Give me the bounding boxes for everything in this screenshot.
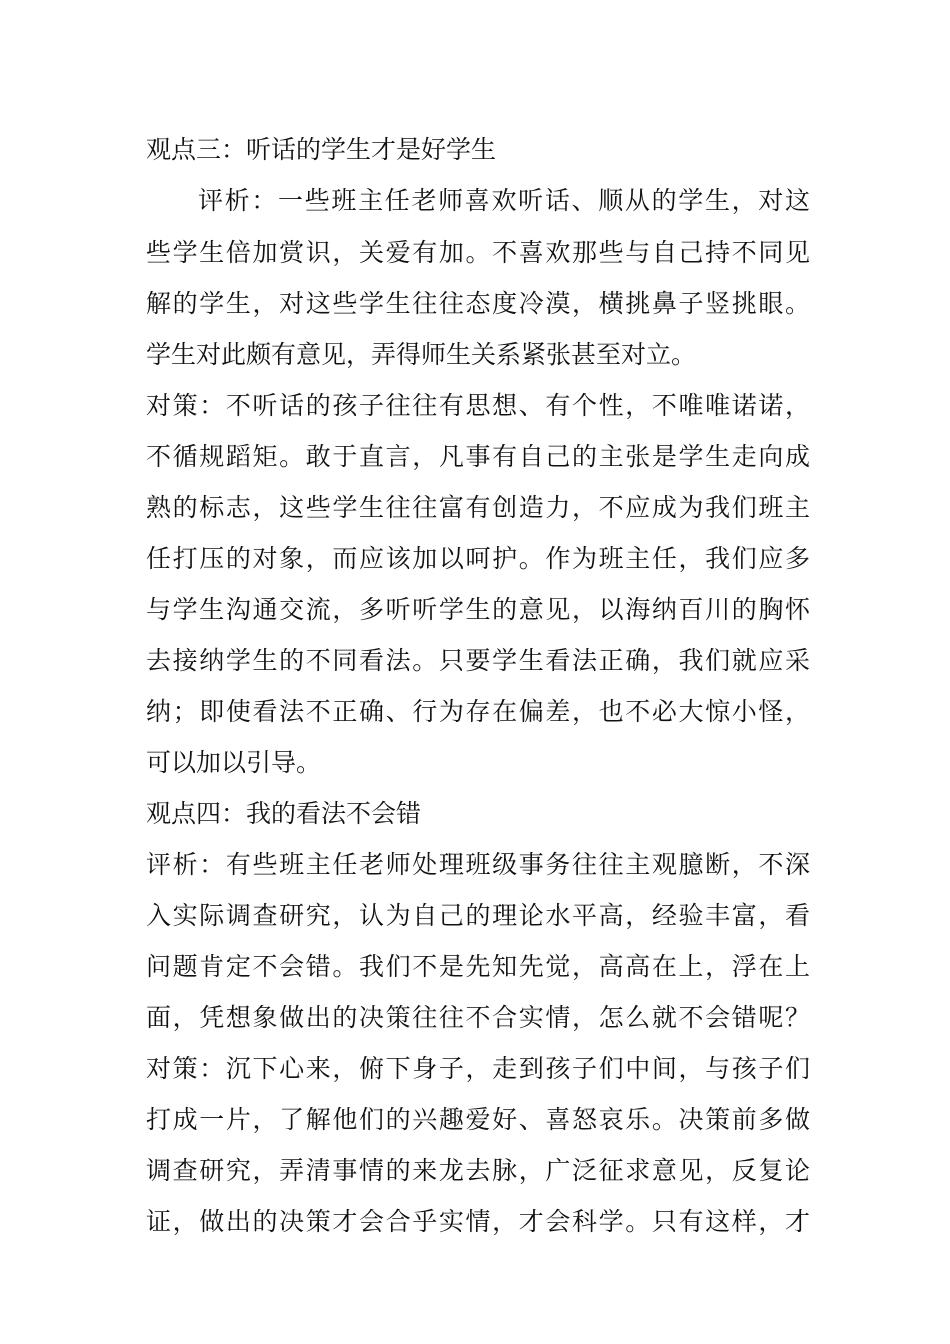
- strategy-paragraph-line: 对策：不听话的孩子往往有思想、有个性，不唯唯诺诺，: [146, 391, 810, 420]
- strategy-paragraph-line: 熟的标志，这些学生往往富有创造力，不应成为我们班主: [146, 493, 810, 522]
- analysis-paragraph-line: 面，凭想象做出的决策往往不合实情，怎么就不会错呢？: [146, 1003, 810, 1032]
- strategy-paragraph-line: 对策：沉下心来，俯下身子，走到孩子们中间，与孩子们: [146, 1054, 810, 1083]
- analysis-paragraph-line: 解的学生，对这些学生往往态度冷漠，横挑鼻子竖挑眼。: [146, 289, 810, 318]
- strategy-paragraph-line: 调查研究，弄清事情的来龙去脉，广泛征求意见，反复论: [146, 1156, 810, 1185]
- strategy-paragraph-line: 可以加以引导。: [146, 748, 322, 777]
- analysis-paragraph-line: 评析：有些班主任老师处理班级事务往往主观臆断，不深: [146, 850, 810, 879]
- heading-viewpoint-three: 观点三：听话的学生才是好学生: [146, 135, 497, 164]
- strategy-paragraph-line: 纳；即使看法不正确、行为存在偏差，也不必大惊小怪，: [146, 697, 810, 726]
- heading-viewpoint-four: 观点四：我的看法不会错: [146, 799, 422, 828]
- strategy-paragraph-line: 证，做出的决策才会合乎实情，才会科学。只有这样，才: [146, 1207, 810, 1236]
- analysis-paragraph-line: 入实际调查研究，认为自己的理论水平高，经验丰富，看: [146, 901, 810, 930]
- analysis-paragraph-line: 些学生倍加赏识，关爱有加。不喜欢那些与自己持不同见: [146, 238, 810, 267]
- strategy-paragraph-line: 打成一片，了解他们的兴趣爱好、喜怒哀乐。决策前多做: [146, 1105, 810, 1134]
- strategy-paragraph-line: 任打压的对象，而应该加以呵护。作为班主任，我们应多: [146, 544, 810, 573]
- analysis-paragraph-line: 学生对此颇有意见，弄得师生关系紧张甚至对立。: [146, 340, 697, 369]
- strategy-paragraph-line: 与学生沟通交流，多听听学生的意见，以海纳百川的胸怀: [146, 595, 810, 624]
- strategy-paragraph-line: 去接纳学生的不同看法。只要学生看法正确，我们就应采: [146, 646, 810, 675]
- analysis-paragraph-line: 问题肯定不会错。我们不是先知先觉，高高在上，浮在上: [146, 952, 810, 981]
- strategy-paragraph-line: 不循规蹈矩。敢于直言，凡事有自己的主张是学生走向成: [146, 442, 810, 471]
- analysis-paragraph-line: 评析：一些班主任老师喜欢听话、顺从的学生，对这: [198, 186, 810, 215]
